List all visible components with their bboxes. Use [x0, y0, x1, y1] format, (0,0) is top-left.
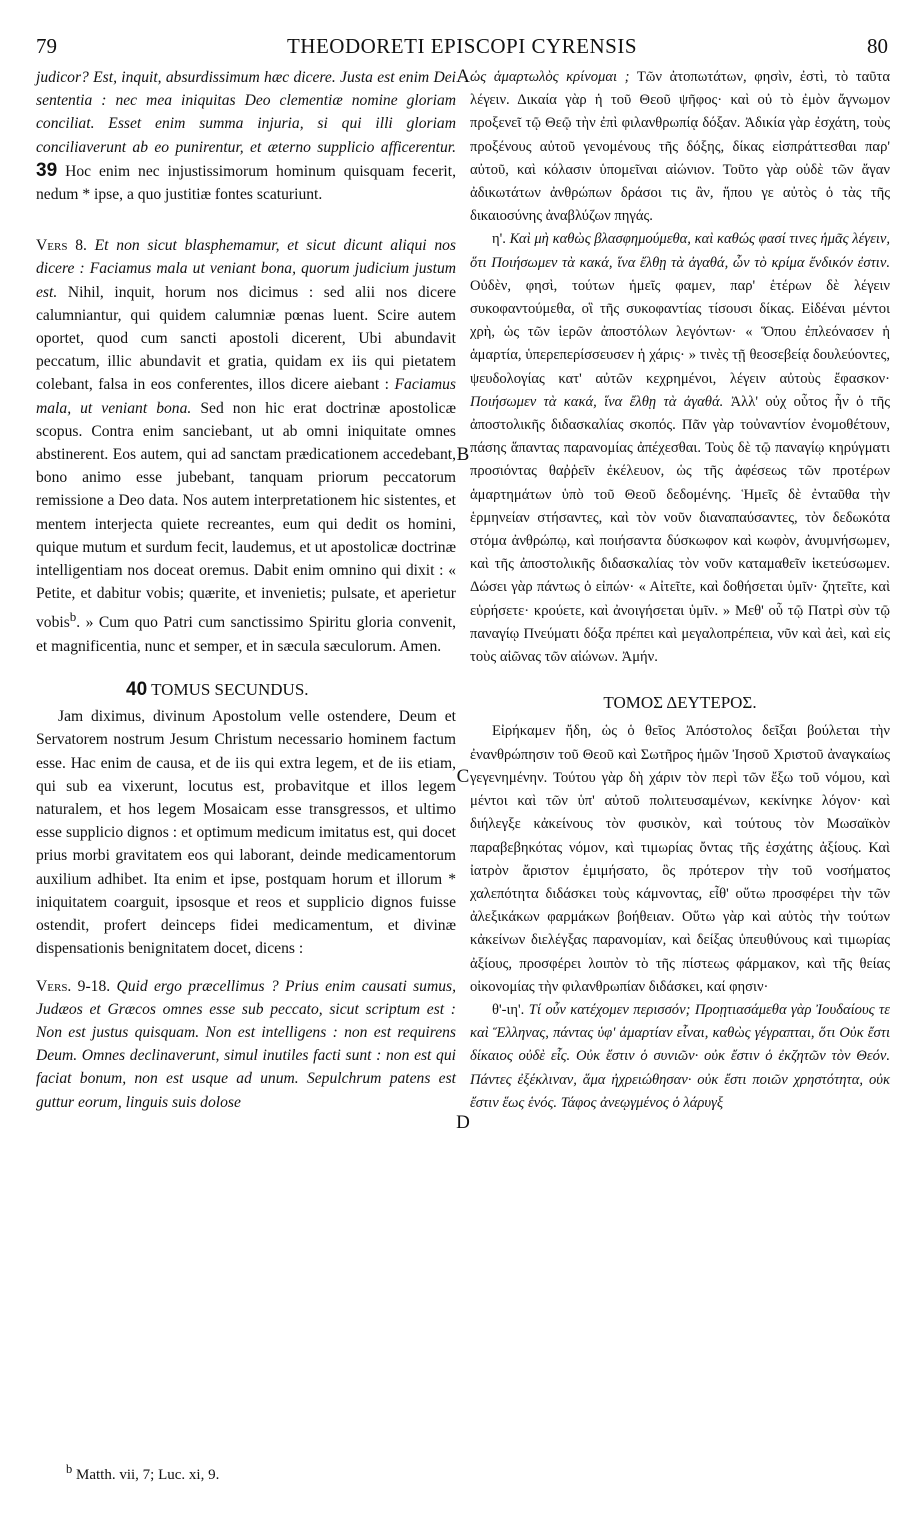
margin-letter-a: A	[456, 66, 470, 87]
commentary-text: Sed non hic erat doctrinæ apostolicæ scopus. Contra enim sanciebant, ut ab omni iniquitate omnes abstinerent. Eos autem, qui ad sanctam prædicationem accedebant, bono animo esse jubebant, tanquam priorum peccatorum remissione a Deo data. Nos autem interpretationem hic sistentes, et mentem interjecta quiete recreantes, eum qui dedit os homini, quique mutum et surdum fecit, laudemus, et ut apostolicæ doctrinæ intelligentiam nos doceat oremus. Dabit enim omnino qui dixit : « Petite, et dabitur vobis; quærite, et invenietis; pulsate, et aperietur vobis	[36, 399, 456, 632]
greek-verse-italic: ὡς ἁμαρτωλὸς κρίνομαι ;	[470, 69, 630, 85]
latin-column	[36, 66, 456, 1114]
verse-label: Vers 8.	[36, 237, 87, 255]
running-head	[36, 34, 888, 58]
commentary-text: Οὐδὲν, φησὶ, τούτων ἡμεῖς φαμεν, παρ' ἑτέρων δὲ λέγειν συκοφαντούμεθα, οἳ τῆς συκοφαντίας τίσουσι δίκας. Εἰδέναι μέντοι χρὴ, ὡς τῶν ἱερῶν ἀποστόλων λεγόντων· « Ὅπου ἐπλεόνασεν ἡ ἁμαρτία, ὑπερεπερίσσευσεν ἡ χάρις· » τινὲς τῇ θεοσεβείᾳ δουλεύοντες, ψευδολογίας κατ' αὐτῶν κεχρημένοι, λέγειν αὐτοὺς ἔφασκον·	[470, 277, 890, 387]
commentary-text: Ἀλλ' οὐχ οὗτος ἦν ὁ τῆς ἀποστολικῆς διδασκαλίας σκοπός. Πᾶν γὰρ τοὐναντίον ἐνομοθέτουν, πάσης ἅπαντας παρανομίας ἀπέχεσθαι. Τοὺς δὲ τῷ παναγίῳ κηρύγματι προσιόντας θαῤῥεῖν ἐκέλευον, ὡς τῆς ἀφέσεως τῶν προτέρων ἁμαρτημάτων ὑπὸ τοῦ Θεοῦ δεδομένης. Ἡμεῖς δὲ ἐνταῦθα τὴν ἑρμηνείαν στήσαντες, καὶ τὸν νοῦν διαναπαύσαντες, τὸν δεδωκότα στόμα ἀνθρώπῳ, καὶ ποιήσαντα δύσκωφον καὶ κωφὸν, ἀνυμνήσωμεν, καὶ τῆς ἀποστολικῆς διδασκαλίας τὸν νοῦν καταμαθεῖν ἱκετεύσωμεν. Δώσει γὰρ πάντως ὁ εἰπών· « Αἰτεῖτε, καὶ δοθήσεται ὑμῖν· ζητεῖτε, καὶ εὑρήσετε· κρούετε, καὶ ἀνοιγήσεται ὑμῖν. » Μεθ' οὗ τῷ Πατρὶ σὺν τῷ παναγίῳ Πνεύματι δόξα πρέπει καὶ μεγαλοπρέπεια, νῦν καὶ ἀεὶ, καὶ εἰς τοὺς αἰῶνας τῶν αἰώνων. Ἀμήν.	[470, 393, 890, 666]
margin-letter-c: C	[456, 766, 470, 787]
commentary-text: Nihil, inquit, horum nos dicimus : sed alii nos dicere calumniantur, qui quidem calumniæ pœnas luent. Scire autem oportet, quod cum sancti apostoli dicerent, Ubi abundavit peccatum, illic abundavit et gratia, quidam ex iis qui pietatem colebant, falsa in eos conferentes, illos dicere aiebant :	[36, 283, 456, 394]
verse-text: Quid ergo præcellimus ? Prius enim causati sumus, Judæos et Græcos omnes esse sub peccato, sicut scriptum est : Non est justus quisquam. Non est intelligens : non est requirens Deum. Omnes declinaverunt, simul inutiles facti sunt : non est qui faciat bonum, non est usque ad unum. Sepulchrum patens est guttur eorum, linguis suis dolose	[36, 977, 456, 1111]
verse-label: θ'-ιη'.	[492, 1001, 525, 1018]
footnote-marker: b	[66, 1462, 73, 1476]
greek-column	[470, 66, 890, 1115]
verse-text: Καὶ μὴ καθὼς βλασφημούμεθα, καὶ καθώς φασί τινες ἡμᾶς λέγειν, ὅτι Ποιήσωμεν τὰ κακά, ἵνα ἔλθῃ τὰ ἀγαθά, ὧν τὸ κρίμα ἔνδικόν ἐστιν.	[470, 231, 890, 271]
tomus-heading-greek: ΤΟΜΟΣ ΔΕΥΤΕΡΟΣ.	[603, 693, 757, 713]
verse-text: Τί οὖν κατέχομεν περισσόν; Προῃτιασάμεθα γὰρ Ἰουδαίους τε καὶ Ἕλληνας, πάντας ὑφ' ἁμαρτίαν εἶναι, καθὼς γέγραπται, ὅτι Οὐκ ἔστι δίκαιος οὐδὲ εἷς. Οὐκ ἔστιν ὁ συνιῶν· οὐκ ἔστιν ὁ ἐκζητῶν τὸν Θεόν. Πάντες ἐξέκλιναν, ἅμα ἠχρειώθησαν· οὐκ ἔστι ποιῶν χρηστότητα, οὐκ ἔστιν ἕως ἑνός. Τάφος ἀνεῳγμένος ὁ λάρυγξ	[470, 1001, 890, 1111]
section-number-39: 39	[36, 159, 58, 181]
tomus-heading-latin	[36, 678, 456, 701]
quote-text: Faciamus mala, ut veniant bona.	[36, 376, 456, 417]
footnote-text: Matth. vii, 7; Luc. xi, 9.	[76, 1467, 220, 1483]
margin-letter-b: B	[456, 444, 470, 465]
commentary-text: . » Cum quo Patri cum sanctissimo Spiritu gloria convenit, et magnificentia, nunc et semper, et in sæcula sæculorum. Amen.	[36, 614, 456, 655]
latin-paragraph-2: Jam diximus, divinum Apostolum velle ostendere, Deum et Servatorem nostrum Jesum Christum necessario hominem factum esse. Hac enim de causa, et de iis qui extra legem, et de iis etiam, qui sub ea vixerunt, locutus est, probavitque et illos legem naturalem, et hos legem Mosaicam esse transgressos, et ultimo esse supplicio dignos : et optimum medicum imitatus est, qui docet prius morbi gravitatem eos qui laborant, deinde medicamentorum auxilium adhibet. Ita enim et ipse, postquam horum et illorum * iniquitatem coarguit, ipsosque et reos et supplicio dignos fuisse ostendit, profert deinceps fidei medicamentum, et divinæ dispensationis benignitatem docet, dicens :	[36, 708, 456, 958]
verse-label: Vers. 9-18.	[36, 977, 111, 995]
page-number-right: 80	[867, 34, 888, 58]
latin-paragraph-1	[36, 66, 456, 206]
verse-text: Et non sicut blasphemamur, et sicut dicunt aliqui nos dicere : Faciamus mala ut veniant bona, quorum judicium justum est.	[36, 237, 457, 301]
latin-verse-8	[36, 234, 456, 658]
page-title: THEODORETI EPISCOPI CYRENSIS	[286, 34, 638, 58]
footnote	[66, 1462, 219, 1484]
verse-label: η'.	[492, 231, 506, 248]
footnote-ref: b	[69, 609, 77, 625]
latin-verse-9-18	[36, 975, 456, 1114]
latin-p1-text-b: Hoc enim nec injustissimorum hominum quisquam fecerit, nedum * ipse, a quo justitiæ fontes scaturiunt.	[36, 162, 456, 204]
page-number-left: 79	[36, 34, 57, 58]
greek-verse-8	[470, 228, 890, 669]
quote-text: Ποιήσωμεν τὰ κακά, ἵνα ἔλθῃ τὰ ἀγαθά.	[470, 393, 724, 410]
margin-letter-d: D	[456, 1112, 470, 1133]
greek-commentary: Τῶν ἀτοπωτάτων, φησὶν, ἐστὶ, τὸ ταῦτα λέγειν. Δικαία γὰρ ἡ τοῦ Θεοῦ ψῆφος· καὶ οὐ τὸ ἐμὸν ἄγνωμον προξενεῖ τῷ Θεῷ τὴν ἐπὶ φιλανθρωπίᾳ δόξαν. Ἀδικία γὰρ ἐσχάτη, τοὺς προξένους αὐτοῦ γενομένους τῆς δόξης, δίκας εἰσπράττεσθαι παρ' αὐτοῦ, καὶ κόλασιν ὑπομεῖναι αἰώνιον. Τοῦτο γὰρ οὐδὲ τῶν ἄγαν ἀδικωτάτων ἀνθρώπων δράσοι τις ἂν, ἥπου γε αὐτὸς ὁ τὰς τῆς δικαιοσύνης ἀναβλύζων πηγάς.	[470, 69, 890, 225]
greek-verse-9-18	[470, 999, 890, 1115]
greek-paragraph-1	[470, 66, 890, 228]
section-number-40: 40	[126, 679, 148, 701]
tomus-title-latin: TOMUS SECUNDUS.	[151, 680, 309, 700]
greek-paragraph-2: Εἰρήκαμεν ἤδη, ὡς ὁ θεῖος Ἀπόστολος δεῖξαι βούλεται τὴν ἐνανθρώπησιν τοῦ Θεοῦ καὶ Σωτῆρος ἡμῶν Ἰησοῦ Χριστοῦ ἀναγκαίως γεγενημένην. Τούτου γὰρ δὴ χάριν τὸν περὶ τῶν ἔξω τοῦ νόμου, καὶ μέντοι καὶ τῶν ὑπ' αὐτοῦ πολιτευσαμένων, κεκίνηκε λόγον· καὶ διήλεγξε κἀκείνους τὸν φυσικὸν, καὶ τούτους τὸν Μωσαϊκὸν παραβεβηκότας νόμον, καὶ τιμωρίας ὄντας τῆς ἐσχάτης ἀξίους. Καὶ ἰατρὸν ἄριστον ἐμιμήσατο, ὃς πρότερον τὴν τοῦ νοσήματος χαλεπότητα διδάσκει τοὺς κάμνοντας, εἶθ' οὕτω προσφέρει τὴν τῶν ἀλεξικάκων φαρμάκων βοήθειαν. Οὕτω γὰρ καὶ αὐτὸς τὴν τούτων κἀκείνων διελέγξας παρανομίαν, καὶ δείξας ὑπευθύνους καὶ τιμωρίας ἀξίους, προσφέρει λοιπὸν τὸ τῆς πίστεως φάρμακον, καὶ τῆς θείας οἰκονομίας τὴν φιλανθρωπίαν διδάσκει, καί φησιν·	[470, 723, 890, 995]
latin-p1-text: judicor? Est, inquit, absurdissimum hæc dicere. Justa est enim Dei sententia : nec mea iniquitas Deo clementiæ nomine gloriam conciliat. Esset enim summa injuria, si qui illi gloriam conciliaverunt ab eo punirentur, et æterno supplicio afficerentur.	[36, 69, 456, 156]
